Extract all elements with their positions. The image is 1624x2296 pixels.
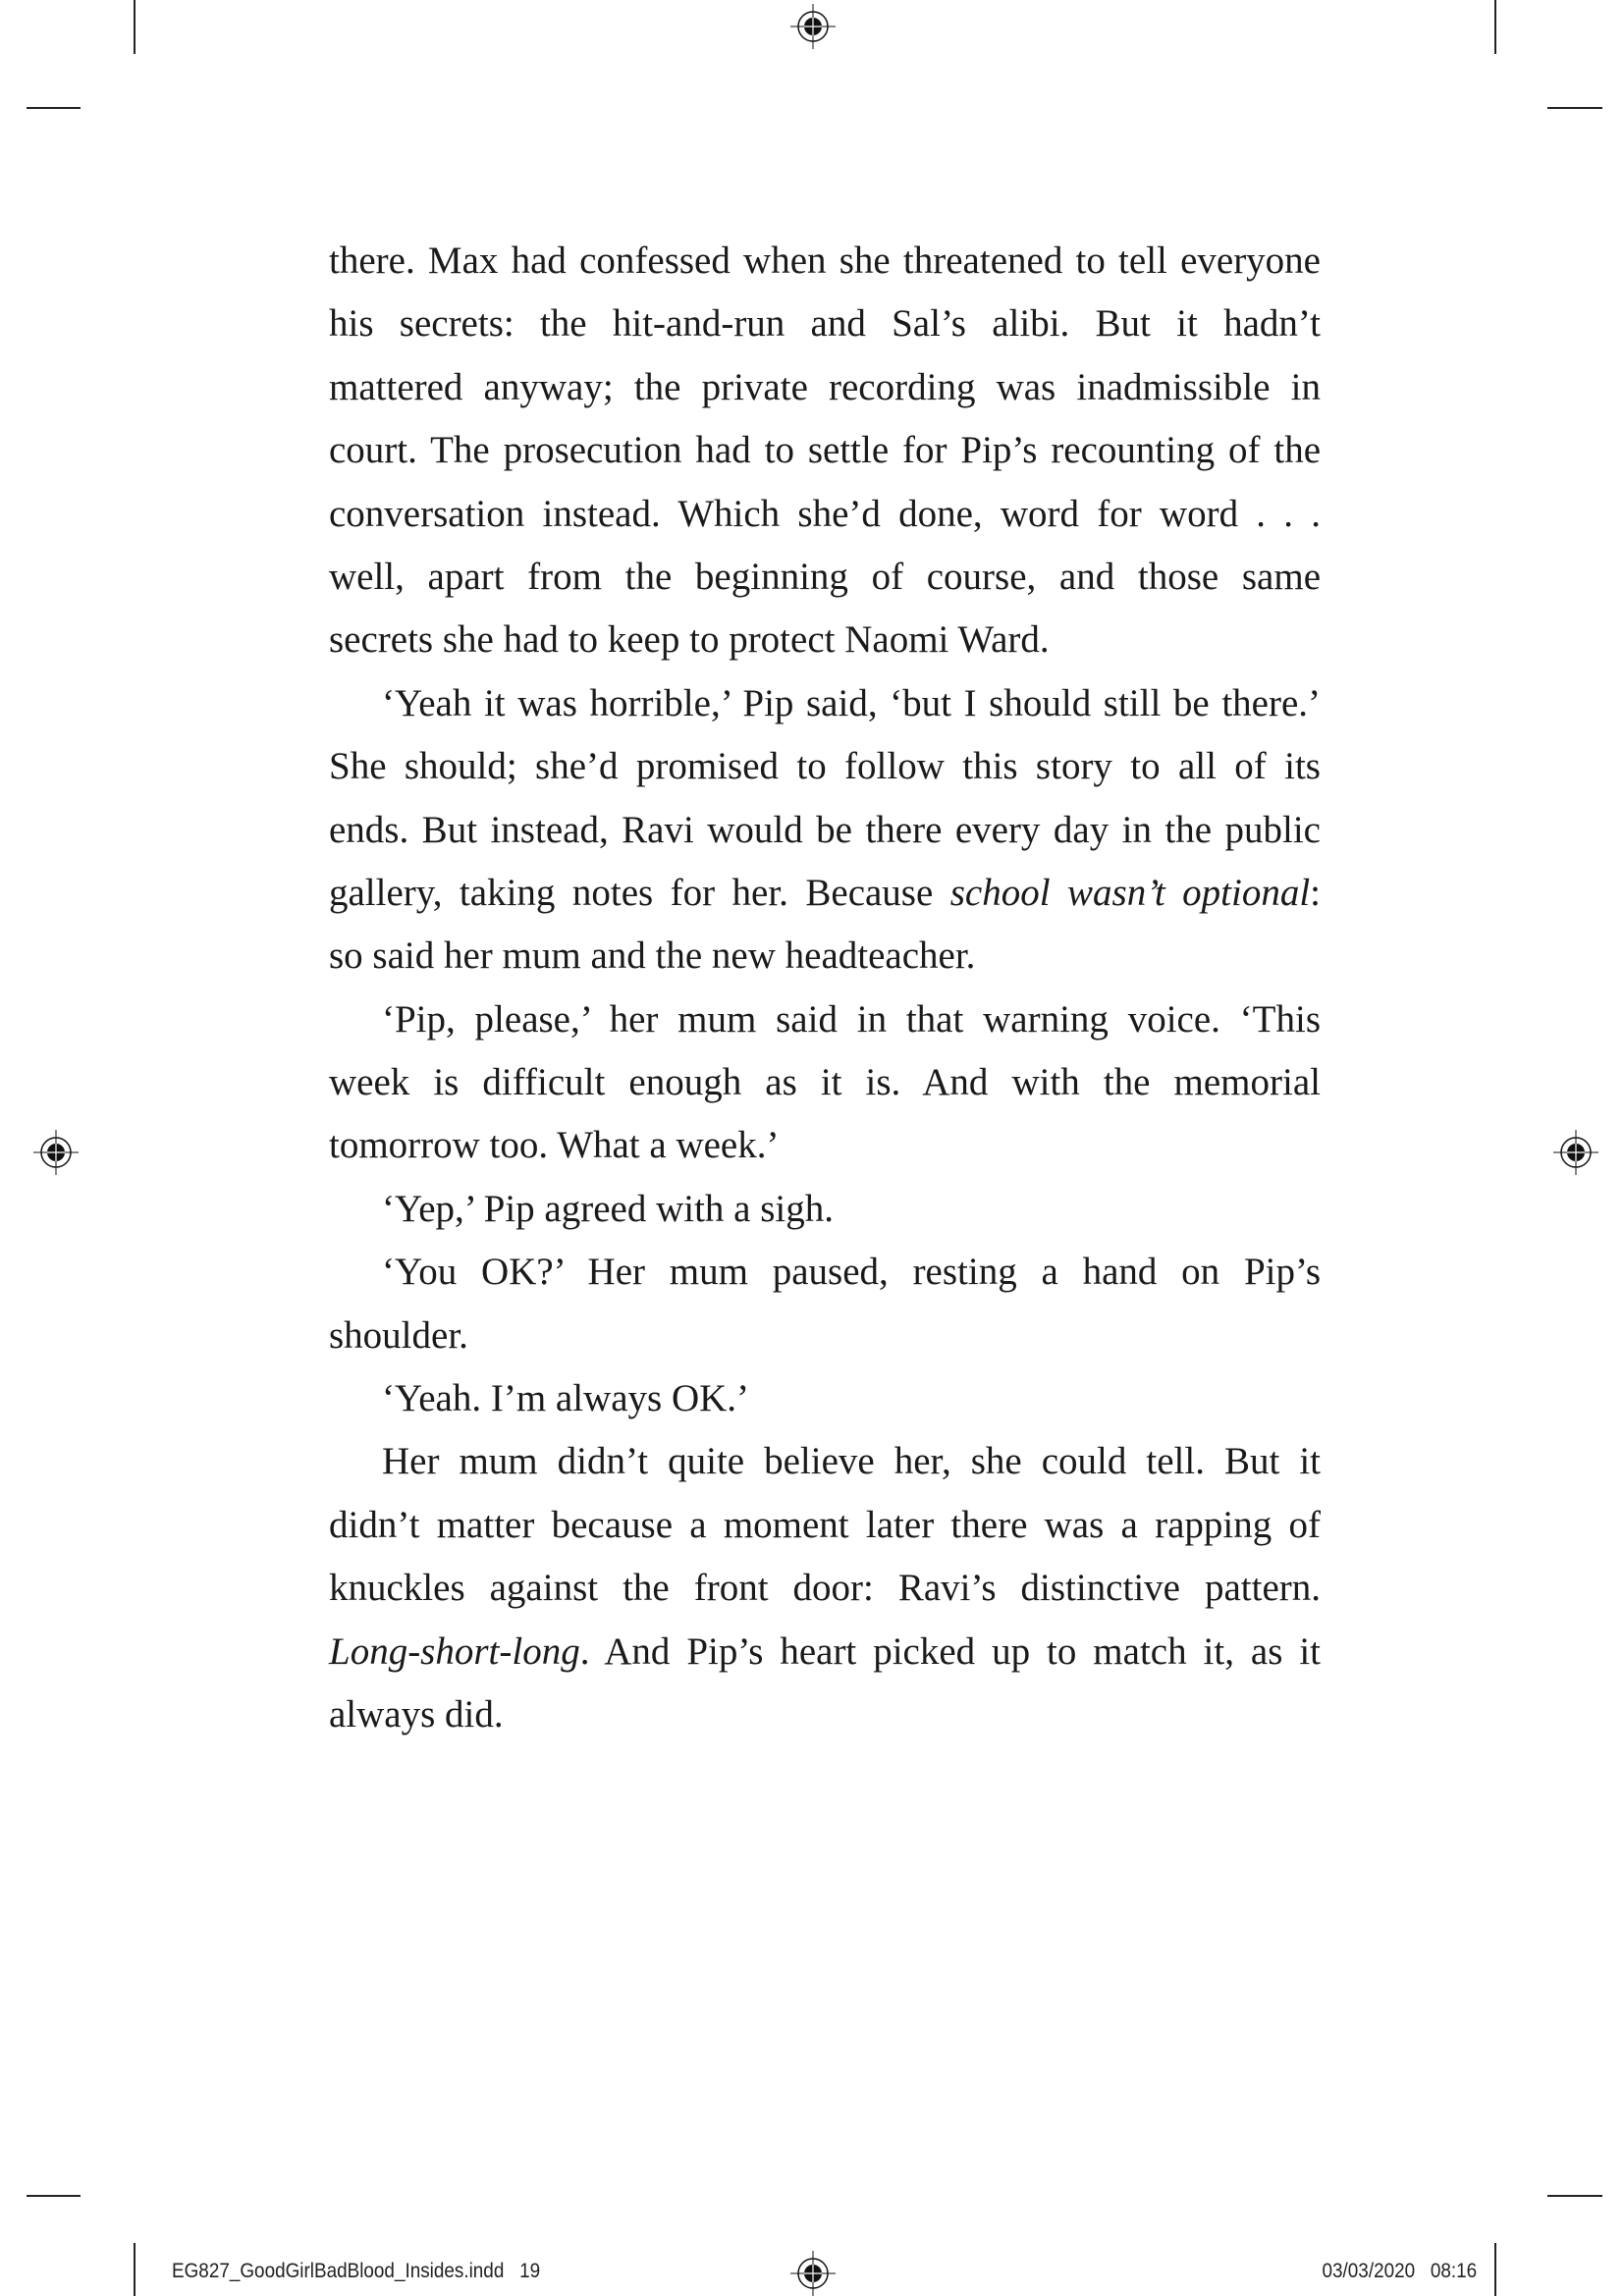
registration-mark-icon <box>790 4 836 49</box>
text-line: She should; she’d promised to follow this story to all of its <box>329 745 1321 788</box>
text-line: mattered anyway; the private recording was inadmissible in <box>329 365 1321 408</box>
text-line: knuckles against the front door: Ravi’s distinctive pattern. <box>329 1567 1321 1610</box>
crop-mark <box>134 0 135 54</box>
text-line: there. Max had confessed when she threatened to tell everyone <box>329 240 1321 282</box>
text-span: gallery, taking notes for her. Because <box>329 871 950 914</box>
registration-mark-icon <box>1553 1130 1598 1175</box>
crop-mark <box>1494 0 1496 54</box>
slug-datetime: 03/03/2020 08:16 <box>1322 2260 1477 2282</box>
registration-mark-icon <box>790 2251 836 2296</box>
text-line: secrets she had to keep to protect Naomi Ward. <box>329 618 1050 662</box>
text-span: . And Pip’s heart picked up to match it, as it <box>579 1629 1321 1673</box>
text-line: shoulder. <box>329 1313 468 1357</box>
text-line: didn’t matter because a moment later there was a rapping of <box>329 1503 1321 1546</box>
text-line: ‘Yeah. I’m always OK.’ <box>382 1377 750 1420</box>
text-line: tomorrow too. What a week.’ <box>329 1124 780 1167</box>
crop-mark <box>1547 107 1602 109</box>
text-line: always did. <box>329 1692 504 1735</box>
text-line: conversation instead. Which she’d done, word for word . . . <box>329 492 1321 535</box>
text-line: court. The prosecution had to settle for Pip’s recounting of the <box>329 429 1321 472</box>
crop-mark <box>134 2243 135 2296</box>
text-line: week is difficult enough as it is. And with the memorial <box>329 1061 1321 1104</box>
slug-filename: EG827_GoodGirlBadBlood_Insides.indd 19 <box>172 2260 541 2282</box>
text-line <box>329 1621 1321 1683</box>
registration-mark-icon <box>33 1130 79 1175</box>
text-line: ‘You OK?’ Her mum paused, resting a hand on Pip’s <box>382 1251 1321 1294</box>
crop-mark <box>27 2195 81 2197</box>
body-text <box>329 230 1321 1746</box>
crop-mark <box>1494 2243 1496 2296</box>
italic-emphasis: school wasn’t optional <box>949 871 1311 914</box>
text-line: his secrets: the hit-and-run and Sal’s alibi. But it hadn’t <box>329 302 1321 346</box>
text-line: ends. But instead, Ravi would be there every day in the public <box>329 808 1321 851</box>
text-span: : <box>1310 871 1321 914</box>
crop-mark <box>1547 2195 1602 2197</box>
text-line: ‘Yeah it was horrible,’ Pip said, ‘but I should still be there.’ <box>382 681 1321 724</box>
text-line: so said her mum and the new headteacher. <box>329 934 976 978</box>
text-line: well, apart from the beginning of course, and those same <box>329 555 1321 598</box>
text-line <box>329 862 1321 925</box>
text-line: ‘Yep,’ Pip agreed with a sigh. <box>382 1187 835 1230</box>
text-line: ‘Pip, please,’ her mum said in that warning voice. ‘This <box>382 997 1321 1041</box>
text-line: Her mum didn’t quite believe her, she could tell. But it <box>382 1440 1321 1483</box>
crop-mark <box>27 107 81 109</box>
italic-emphasis: Long-short-long <box>329 1629 580 1673</box>
